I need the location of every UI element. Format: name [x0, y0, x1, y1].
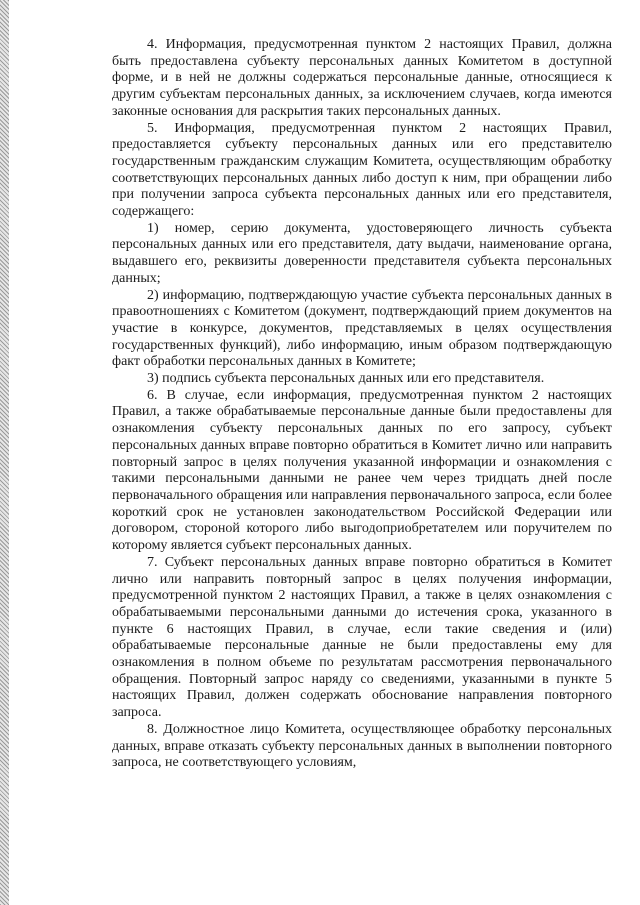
paragraph-5: 5. Информация, предусмотренная пунктом 2 настоящих Правил, предоставляется субъекту персональных данных или его представителю государственным гражданским служащим Комитета, осуществляющим обработку соответствующих персональных данных либо доступ к ним, при обращении либо при получении запроса субъекта персональных данных или его представителя, содержащего: — [112, 120, 612, 220]
document-page — [112, 37, 612, 772]
paragraph-7: 7. Субъект персональных данных вправе повторно обратиться в Комитет лично или направить повторный запрос в целях получения информации, предусмотренной пунктом 2 настоящих Правил, а также в целях ознакомления с обрабатываемыми персональными данными до истечения срока, указанного в пункте 6 настоящих Правил, в случае, если такие сведения и (или) обрабатываемые персональные данные не были предоставлены ему для ознакомления в полном объеме по результатам рассмотрения первоначального обращения. Повторный запрос наряду со сведениями, указанными в пункте 5 настоящих Правил, должен содержать обоснование направления повторного запроса. — [112, 554, 612, 721]
paragraph-4: 4. Информация, предусмотренная пунктом 2 настоящих Правил, должна быть предоставлена субъекту персональных данных Комитетом в доступной форме, и в ней не должны содержаться персональные данные, относящиеся к другим субъектам персональных данных, за исключением случаев, когда имеются законные основания для раскрытия таких персональных данных. — [112, 37, 612, 119]
list-item-1: 1) номер, серию документа, удостоверяющего личность субъекта персональных данных или его представителя, дату выдачи, наименование органа, выдавшего его, реквизиты доверенности представителя субъекта персональных данных; — [112, 220, 612, 286]
paragraph-6: 6. В случае, если информация, предусмотренная пунктом 2 настоящих Правил, а также обрабатываемые персональные данные были предоставлены для ознакомления субъекту персональных данных по его запросу, субъект персональных данных вправе повторно обратиться в Комитет лично или направить повторный запрос в целях получения указанной информации и ознакомления с такими персональными данными не ранее чем через тридцать дней после первоначального обращения или направления первоначального запроса, если более короткий срок не установлен законодательством Российской Федерации или договором, стороной которого либо выгодоприобретателем или поручителем по которому является субъект персональных данных. — [112, 387, 612, 554]
paragraph-8: 8. Должностное лицо Комитета, осуществляющее обработку персональных данных, вправе отказать субъекту персональных данных в выполнении повторного запроса, не соответствующего условиям, — [112, 721, 612, 771]
list-item-3: 3) подпись субъекта персональных данных или его представителя. — [147, 371, 545, 387]
list-item-2: 2) информацию, подтверждающую участие субъекта персональных данных в правоотношениях с Комитетом (документ, подтверждающий прием документов на участие в конкурсе, документов, представляемых в целях осуществления государственных функций), либо информацию, иным образом подтверждающую факт обработки персональных данных в Комитете; — [112, 287, 612, 370]
scan-edge-artifact — [0, 0, 9, 905]
